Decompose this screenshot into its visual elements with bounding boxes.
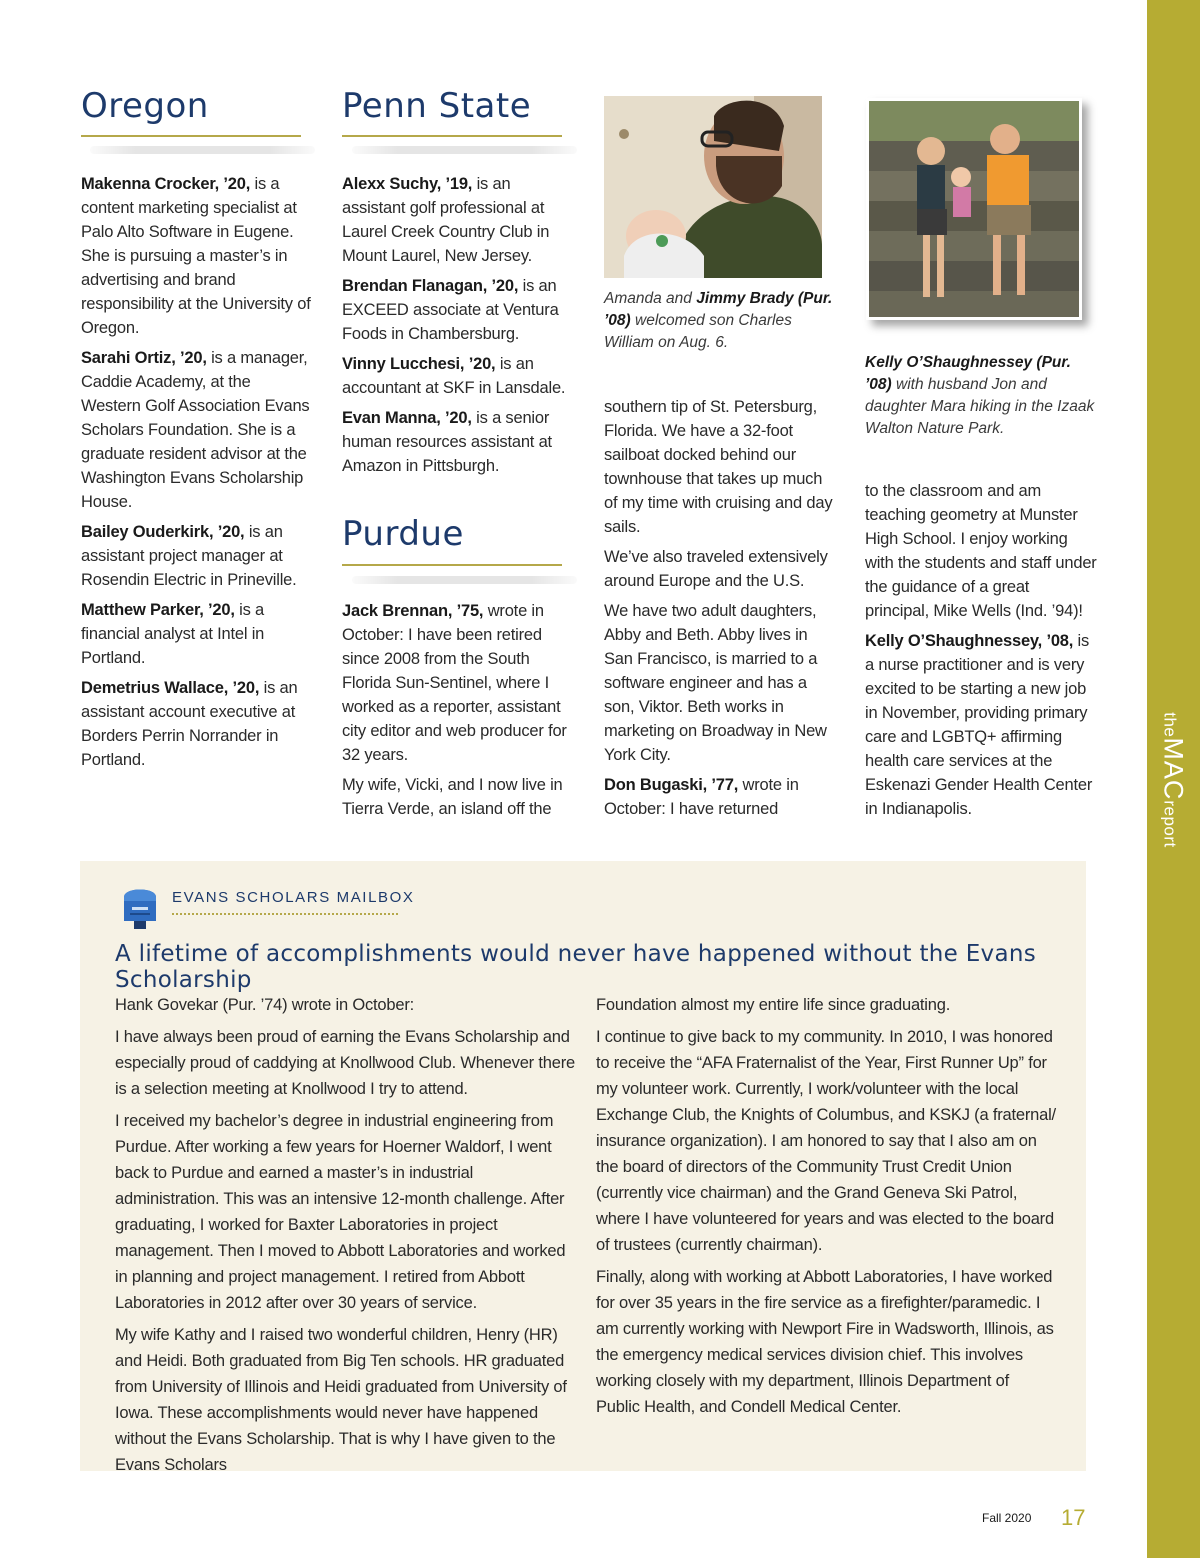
paragraph bbox=[342, 773, 574, 821]
paragraph-text: is a manager, Caddie Academy, at the Western Golf Association Evans Scholars Foundation. She is a graduate resident advisor at the Washington Evans Scholarship House. bbox=[81, 349, 310, 511]
brand-the: the bbox=[1160, 712, 1180, 738]
oregon-rule bbox=[81, 135, 301, 137]
penn-state-rule-shadow bbox=[352, 146, 577, 154]
paragraph bbox=[115, 1322, 575, 1478]
brand-report: report bbox=[1160, 800, 1180, 848]
paragraph-text: southern tip of St. Petersburg, Florida. We have a 32-foot sailboat docked behind our townhouse that takes up much of my time with cruising and day sails. bbox=[604, 398, 833, 536]
purdue-rule-shadow bbox=[352, 576, 577, 584]
purdue-column-3 bbox=[604, 395, 836, 827]
brand-mac: MAC bbox=[1158, 737, 1189, 801]
paragraph-text: wrote in October: I have returned bbox=[604, 776, 799, 818]
mac-report-logo bbox=[1158, 712, 1189, 848]
person-name: Demetrius Wallace, ’20, bbox=[81, 679, 260, 697]
paragraph-text: is a financial analyst at Intel in Portland. bbox=[81, 601, 265, 667]
mailbox-icon bbox=[120, 883, 160, 929]
caption-name: Kelly O’Shaughnessey (Pur. ’08) bbox=[865, 354, 1071, 393]
purdue-rule bbox=[342, 564, 562, 566]
penn-state-heading: Penn State bbox=[342, 86, 532, 126]
paragraph bbox=[342, 406, 574, 478]
paragraph bbox=[596, 992, 1056, 1018]
person-name: Vinny Lucchesi, ’20, bbox=[342, 355, 496, 373]
person-name: Bailey Ouderkirk, ’20, bbox=[81, 523, 245, 541]
paragraph-text: Finally, along with working at Abbott Laboratories, I have worked for over 35 years in the fire service as a firefighter/paramedic. I am currently working with Newport Fire in Wadsworth, Illinois, as the emergency medical services division chief. This involves working closely with my department, Illinois Department of Public Health, and Condell Medical Center. bbox=[596, 1268, 1054, 1416]
person-name: Kelly O’Shaughnessey, ’08, bbox=[865, 632, 1074, 650]
paragraph-text: is a content marketing specialist at Palo Alto Software in Eugene. She is pursuing a master’s in advertising and brand responsibility at the University of Oregon. bbox=[81, 175, 311, 337]
paragraph bbox=[115, 1024, 575, 1102]
paragraph-text: is an accountant at SKF in Lansdale. bbox=[342, 355, 566, 397]
brady-family-photo bbox=[604, 96, 822, 278]
paragraph-text: wrote in October: bbox=[287, 996, 415, 1014]
caption-text: Amanda and bbox=[604, 290, 697, 307]
paragraph bbox=[342, 274, 574, 346]
paragraph-text: to the classroom and am teaching geometry at Munster High School. I enjoy working with the students and staff under the guidance of a great principal, Mike Wells (Ind. ’94)! bbox=[865, 482, 1097, 620]
caption-name: Jimmy Brady (Pur. ’08) bbox=[604, 290, 833, 329]
paragraph bbox=[596, 1024, 1056, 1258]
paragraph-text: We have two adult daughters, Abby and Beth. Abby lives in San Francisco, is married to a software engineer and has a son, Viktor. Beth works in marketing on Broadway in New York City. bbox=[604, 602, 827, 764]
penn-state-rule bbox=[342, 135, 562, 137]
person-name: Jack Brennan, ’75, bbox=[342, 602, 484, 620]
mailbox-label: EVANS SCHOLARS MAILBOX bbox=[172, 889, 415, 906]
paragraph bbox=[604, 773, 836, 821]
paragraph bbox=[81, 676, 313, 772]
paragraph bbox=[604, 599, 836, 767]
person-name: Hank Govekar (Pur. ’74) bbox=[115, 996, 288, 1014]
oregon-rule-shadow bbox=[90, 146, 315, 154]
paragraph bbox=[81, 598, 313, 670]
caption-text: with husband Jon and daughter Mara hiking in the Izaak Walton Nature Park. bbox=[865, 376, 1095, 437]
paragraph bbox=[342, 172, 574, 268]
oregon-column bbox=[81, 172, 313, 778]
paragraph bbox=[81, 172, 313, 340]
mailbox-right-column bbox=[596, 992, 1056, 1426]
paragraph-text: I have always been proud of earning the Evans Scholarship and especially proud of caddying at Knollwood Club. Whenever there is a selection meeting at Knollwood I try to attend. bbox=[115, 1028, 575, 1098]
paragraph-text: wrote in October: I have been retired since 2008 from the South Florida Sun-Sentinel, where I worked as a reporter, assistant city editor and web producer for 32 years. bbox=[342, 602, 567, 764]
paragraph bbox=[81, 346, 313, 514]
paragraph bbox=[604, 545, 836, 593]
oregon-heading: Oregon bbox=[81, 86, 209, 126]
paragraph-text: I received my bachelor’s degree in industrial engineering from Purdue. After working a few years for Hoerner Waldorf, I went back to Purdue and earned a master’s in industrial administration. This was an intensive 12-month challenge. After graduating, I worked for Baxter Laboratories in project management. Then I moved to Abbott Laboratories and worked in planning and project management. I retired from Abbott Laboratories in 2012 after over 30 years of service. bbox=[115, 1112, 566, 1312]
kelly-photo-caption bbox=[865, 352, 1095, 440]
paragraph bbox=[81, 520, 313, 592]
mailbox-left-column bbox=[115, 992, 575, 1484]
paragraph bbox=[596, 1264, 1056, 1420]
paragraph-text: is an EXCEED associate at Ventura Foods in Chambersburg. bbox=[342, 277, 559, 343]
person-name: Makenna Crocker, ’20, bbox=[81, 175, 251, 193]
paragraph-text: I continue to give back to my community. In 2010, I was honored to receive the “AFA Fraternalist of the Year, First Runner Up” for my volunteer work. Currently, I work/volunteer with the local Exchange Club, the Knights of Columbus, and KSKJ (a fraternal/ insurance organization). I am honored to say that I also am on the board of directors of the Community Trust Credit Union (currently vice chairman) and the Grand Geneva Ski Patrol, where I have volunteered for years and was elected to the board of trustees (currently chairman). bbox=[596, 1028, 1056, 1254]
kelly-hiking-photo bbox=[866, 98, 1082, 320]
person-name: Don Bugaski, ’77, bbox=[604, 776, 739, 794]
paragraph bbox=[342, 352, 574, 400]
paragraph-text: Foundation almost my entire life since graduating. bbox=[596, 996, 951, 1014]
paragraph-text: My wife Kathy and I raised two wonderful children, Henry (HR) and Heidi. Both graduated from Big Ten schools. HR graduated from University of Illinois and Heidi graduated from University of Iowa. These accomplishments would never have happened without the Evans Scholarship. That is why I have given to the Evans Scholars bbox=[115, 1326, 567, 1474]
paragraph-text: is a senior human resources assistant at Amazon in Pittsburgh. bbox=[342, 409, 552, 475]
paragraph-text: We’ve also traveled extensively around Europe and the U.S. bbox=[604, 548, 828, 590]
purdue-heading: Purdue bbox=[342, 514, 464, 554]
paragraph bbox=[604, 395, 836, 539]
mailbox-dotted-rule bbox=[172, 913, 398, 915]
person-name: Brendan Flanagan, ’20, bbox=[342, 277, 519, 295]
paragraph bbox=[115, 1108, 575, 1316]
purdue-column-4 bbox=[865, 479, 1097, 827]
brady-photo-caption bbox=[604, 288, 834, 354]
paragraph-text: is a nurse practitioner and is very excited to be starting a new job in November, providing primary care and LGBTQ+ affirming health care services at the Eskenazi Gender Health Center in Indianapolis. bbox=[865, 632, 1093, 818]
penn-state-column bbox=[342, 172, 574, 484]
caption-text: welcomed son Charles William on Aug. 6. bbox=[604, 312, 792, 351]
paragraph-text: My wife, Vicki, and I now live in Tierra Verde, an island off the bbox=[342, 776, 563, 818]
person-name: Matthew Parker, ’20, bbox=[81, 601, 235, 619]
paragraph bbox=[865, 629, 1097, 821]
evans-scholars-mailbox bbox=[80, 861, 1086, 1474]
paragraph-text: is an assistant golf professional at Laurel Creek Country Club in Mount Laurel, New Jersey. bbox=[342, 175, 550, 265]
issue-label: Fall 2020 bbox=[982, 1511, 1032, 1525]
paragraph bbox=[115, 992, 575, 1018]
purdue-column-2 bbox=[342, 599, 574, 827]
paragraph bbox=[342, 599, 574, 767]
mailbox-title: A lifetime of accomplishments would never have happened without the Evans Scholarship bbox=[115, 941, 1037, 993]
page-number: 17 bbox=[1061, 1505, 1086, 1530]
person-name: Alexx Suchy, ’19, bbox=[342, 175, 473, 193]
person-name: Sarahi Ortiz, ’20, bbox=[81, 349, 207, 367]
person-name: Evan Manna, ’20, bbox=[342, 409, 472, 427]
paragraph-text: is an assistant account executive at Borders Perrin Norrander in Portland. bbox=[81, 679, 298, 769]
paragraph-text: is an assistant project manager at Rosendin Electric in Prineville. bbox=[81, 523, 297, 589]
paragraph bbox=[865, 479, 1097, 623]
